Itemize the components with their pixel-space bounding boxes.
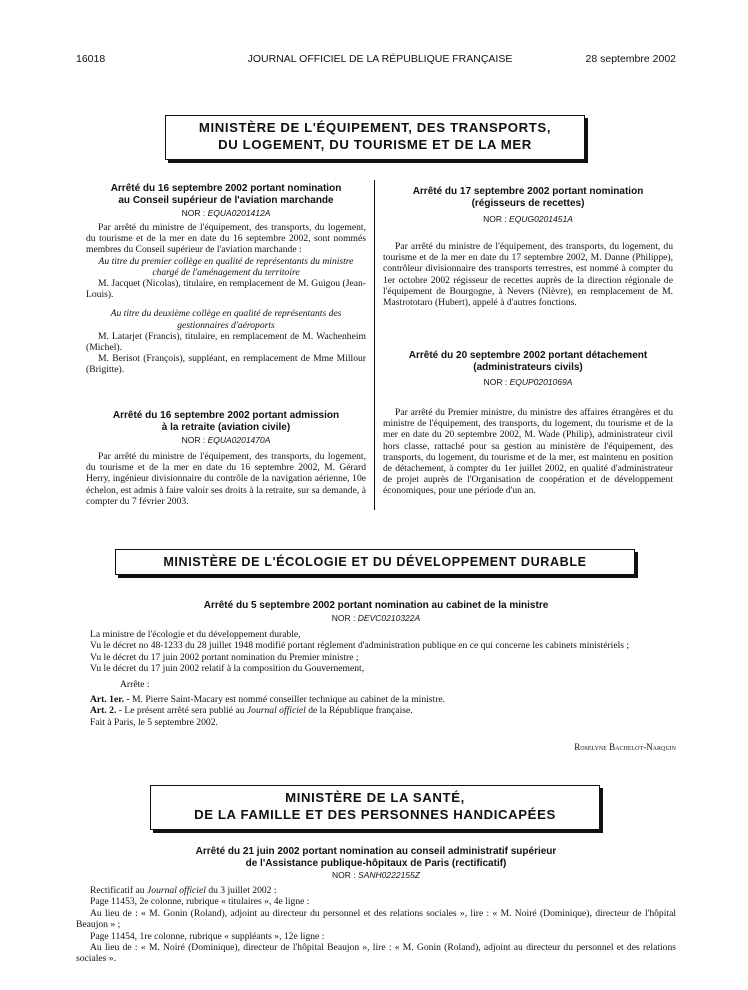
ministry-heading-line2: DU LOGEMENT, DU TOURISME ET DE LA MER [218, 137, 532, 152]
nor-label: NOR : [331, 613, 356, 623]
paragraph: Page 11454, 1re colonne, rubrique « suppléants », 12e ligne : [90, 930, 325, 942]
paragraph: M. Berisot (François), suppléant, en remplacement de Mme Millour (Brigitte). [86, 353, 366, 376]
decree-title [76, 846, 676, 870]
decree-title [86, 410, 366, 434]
journal-reference: Journal officiel [147, 885, 206, 896]
paragraph: Vu le décret no 48-1233 du 28 juillet 1948 modifié portant règlement d'administration publique en ce qui concerne les cabinets ministériels ; [90, 640, 630, 652]
decree-title-line2: à la retraite (aviation civile) [161, 422, 291, 433]
nor-label: NOR : [483, 214, 507, 224]
decree-title-line2: de l'Assistance publique-hôpitaux de Paris (rectificatif) [245, 858, 507, 869]
article-2 [76, 705, 676, 716]
article-text: M. Pierre Saint-Macary est nommé conseiller technique au cabinet de la ministre. [132, 694, 446, 706]
article-label: Art. 1er. - [90, 694, 130, 706]
nor-label: NOR : [181, 435, 206, 445]
decree-title [86, 183, 366, 207]
paragraph: Par arrêté du Premier ministre, du ministre des affaires étrangères et du ministre de l'équipement, des transports, du logement, du tourisme et de la mer en date du 20 septembre 2002, M. Wade (Philip), administrateur civil hors classe, rattaché pour sa gestion au ministère de l'équipement, des transports, du logement, du tourisme et de la mer, est maintenu en position de détachement, à compter du 1er juillet 2002, en qualité d'administrateur de projet auprès de l'Organisation de coopération et de développement économiques, pour une période d'un an. [383, 407, 673, 497]
nor-reference [383, 377, 673, 387]
column-divider [374, 180, 375, 510]
text-span: du 3 juillet 2002 : [208, 885, 277, 896]
decree-title-line2: au Conseil supérieur de l'aviation marchande [118, 195, 334, 206]
college-heading: Au titre du deuxième collège en qualité de représentants des gestionnaires d'aéroports [110, 308, 342, 331]
decree-title-line1: Arrêté du 16 septembre 2002 portant admission [112, 410, 340, 421]
nor-reference [383, 214, 673, 224]
decree-body [383, 241, 673, 308]
decree-body [76, 629, 676, 728]
ministry-heading-line2: DE LA FAMILLE ET DES PERSONNES HANDICAPÉES [194, 807, 556, 822]
paragraph: Page 11453, 2e colonne, rubrique « titulaires », 4e ligne : [90, 896, 310, 908]
paragraph: M. Jacquet (Nicolas), titulaire, en remplacement de M. Guigou (Jean-Louis). [86, 278, 366, 301]
nor-label: NOR : [483, 377, 508, 387]
decree-title-line1: Arrêté du 16 septembre 2002 portant nomination [110, 183, 342, 194]
nor-label: NOR : [181, 208, 206, 218]
paragraph: Par arrêté du ministre de l'équipement, des transports, du logement, du tourisme et de la mer en date du 16 septembre 2002, M. Gérard Herry, ingénieur divisionnaire du contrôle de la navigation aérienne, 10e échelon, est admis à faire valoir ses droits à la retraite, sur sa demande, à compter du 7 février 2003. [86, 451, 366, 507]
nor-reference [86, 208, 366, 218]
paragraph: Par arrêté du ministre de l'équipement, des transports, du logement, du tourisme et de la mer en date du 17 septembre 2002, M. Danne (Philippe), contrôleur divisionnaire des transports terrestres, est nommé à compter du 1er octobre 2002 régisseur de recettes auprès de la direction régionale de l'équipement de Bourgogne, à Nevers (Nièvre), en remplacement de M. Mastrototaro (Hubert), appelé à d'autres fonctions. [383, 241, 673, 309]
nor-reference [76, 613, 676, 623]
decree-title: Arrêté du 5 septembre 2002 portant nomination au cabinet de la ministre [203, 600, 549, 611]
decree-title [383, 350, 673, 374]
decree-title-line1: Arrêté du 21 juin 2002 portant nomination au conseil administratif supérieur [195, 846, 557, 857]
nor-reference [86, 435, 366, 445]
paragraph: Au lieu de : « M. Gonin (Roland), adjoint au directeur du personnel et des relations sociales », lire : « M. Noiré (Dominique), directeur de l'hôpital Beaujon » ; [76, 907, 676, 931]
nor-code: EQUG0201451A [509, 214, 573, 224]
decree-title-line2: (administrateurs civils) [473, 362, 583, 373]
paragraph: La ministre de l'écologie et du développement durable, [90, 629, 301, 640]
decree-title [383, 186, 673, 210]
nor-code: DEVC0210322A [357, 613, 421, 623]
arrete-line: Arrête : [120, 678, 150, 690]
nor-code: SANH0222155Z [358, 870, 420, 880]
journal-reference: Journal officiel [246, 705, 306, 717]
decree-body [76, 885, 676, 965]
ministry-heading-line1: MINISTÈRE DE L'ÉQUIPEMENT, DES TRANSPORTS, [198, 120, 552, 135]
journal-title: JOURNAL OFFICIEL DE LA RÉPUBLIQUE FRANÇAISE [247, 53, 513, 65]
college-heading: Au titre du premier collège en qualité de représentants du ministre chargé de l'aménagement du territoire [98, 255, 354, 278]
issue-date: 28 septembre 2002 [585, 53, 676, 65]
ministry-heading-line1: MINISTÈRE DE LA SANTÉ, [285, 790, 465, 805]
ministry-ecologie-heading [115, 549, 635, 575]
nor-code: EQUA0201470A [207, 435, 271, 445]
decree-title-line1: Arrêté du 20 septembre 2002 portant détachement [408, 350, 648, 361]
text-span: Rectificatif au [90, 885, 145, 896]
ministry-sante-heading [150, 785, 600, 830]
article-text: Le présent arrêté sera publié au [124, 705, 245, 717]
article-1 [76, 694, 676, 705]
paragraph: Par arrêté du ministre de l'équipement, des transports, du logement, du tourisme et de la mer en date du 16 septembre 2002, sont nommés membres du Conseil supérieur de l'aviation marchande : [86, 222, 366, 256]
signature: Roselyne Bachelot-Narquin [574, 742, 676, 752]
paragraph: Au lieu de : « M. Noiré (Dominique), directeur de l'hôpital Beaujon », lire : « M. Gonin (Roland), adjoint au directeur du personnel et des relations sociales ». [76, 942, 676, 965]
page-number: 16018 [76, 53, 106, 65]
decree-title-line2: (régisseurs de recettes) [471, 198, 585, 209]
paragraph: M. Latarjet (Francis), titulaire, en remplacement de M. Wachenheim (Michel). [86, 330, 366, 354]
nor-label: NOR : [332, 870, 356, 880]
ministry-equipement-heading [165, 115, 585, 160]
decree-body [86, 222, 366, 376]
paragraph [76, 885, 676, 896]
decree-title-line1: Arrêté du 17 septembre 2002 portant nomination [412, 186, 644, 197]
paragraph: Vu le décret du 17 juin 2002 portant nomination du Premier ministre ; [90, 651, 359, 663]
nor-reference [76, 870, 676, 880]
decree-body [86, 451, 366, 507]
ministry-heading-line1: MINISTÈRE DE L'ÉCOLOGIE ET DU DÉVELOPPEMENT DURABLE [163, 555, 587, 569]
article-text: de la République française. [308, 705, 413, 717]
nor-code: EQUA0201412A [207, 208, 271, 218]
article-label: Art. 2. - [90, 705, 122, 717]
nor-code: EQUP0201069A [509, 377, 573, 387]
paragraph: Vu le décret du 17 juin 2002 relatif à la composition du Gouvernement, [90, 663, 365, 675]
signing-line: Fait à Paris, le 5 septembre 2002. [90, 716, 218, 728]
decree-body [383, 407, 673, 497]
